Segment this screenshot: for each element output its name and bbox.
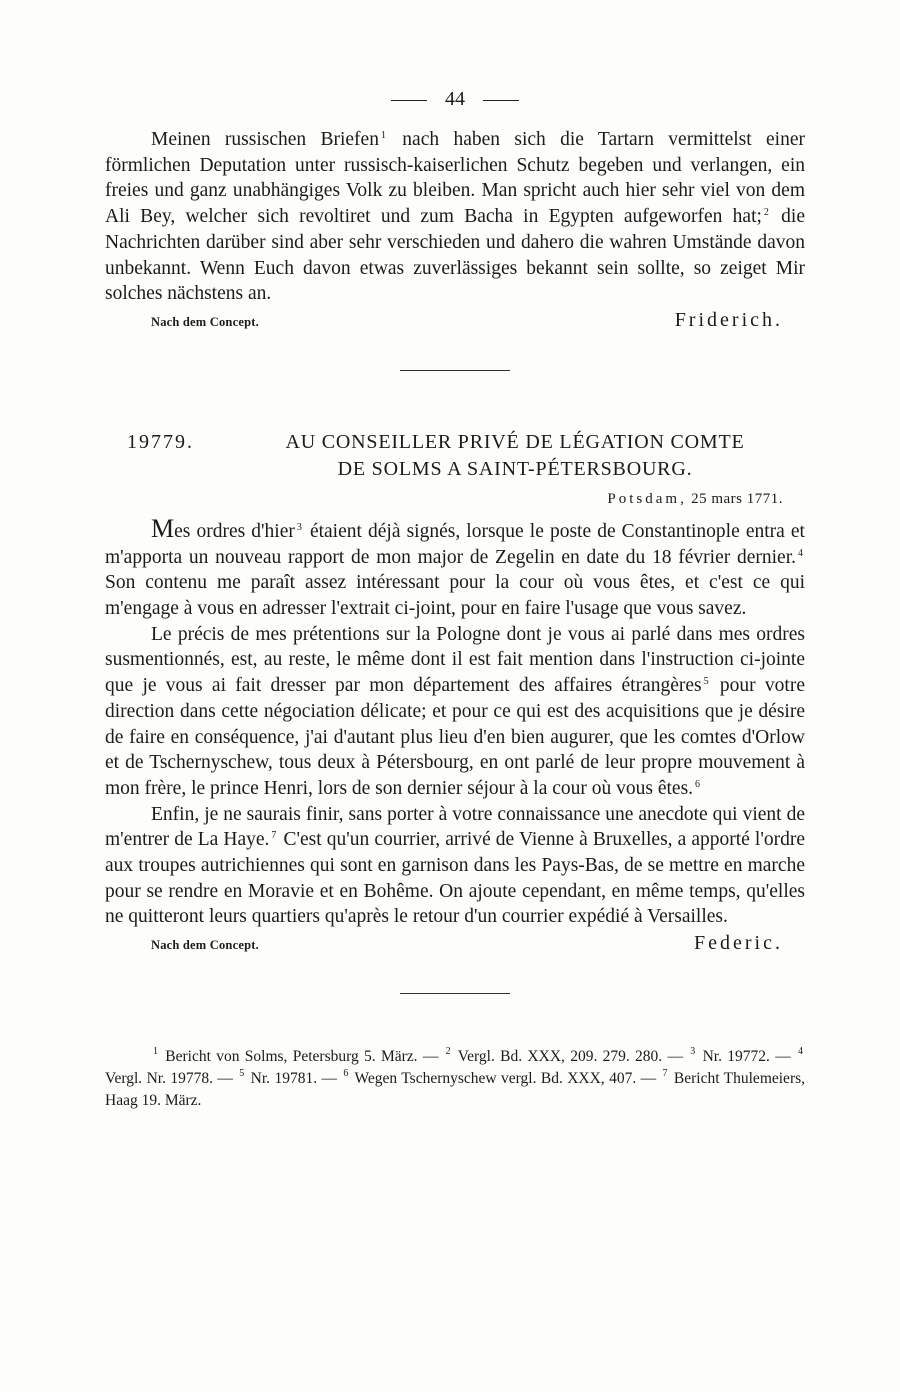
- footnote-marker: 5: [239, 1068, 245, 1080]
- page: [105, 88, 805, 1112]
- letter-paragraph: [105, 127, 805, 307]
- footnote-ref: 2: [763, 207, 769, 219]
- footnote-run: Bericht von Solms, Petersburg 5. März. —: [160, 1048, 444, 1066]
- footnote-ref: 5: [703, 676, 709, 688]
- text-run: Le précis de mes prétentions sur la Pologne dont je vous ai parlé dans mes ordres susmentionnés, est, au reste, le même dont il est fait mention dans l'instruction ci-jointe que je vous ai fait dresser par mon département des affaires étrangères: [105, 623, 805, 697]
- page-header: [105, 88, 805, 111]
- place: Potsdam,: [607, 490, 687, 507]
- footnote-marker: 4: [798, 1046, 804, 1058]
- text-run: Meinen russischen Briefen: [151, 129, 379, 150]
- text-run: C'est qu'un courrier, arrivé de Vienne à Bruxelles, a apporté l'ordre aux troupes autrichiennes qui sont en garnison dans les Pays-Bas, de se mettre en marche pour se rendre en Moravie et en Bohême. On ajoute cependant, en même temps, qu'elles ne quitteront leurs quartiers qu'après le retour d'un courrier expédié à Versailles.: [105, 829, 805, 928]
- footnote-run: Bericht Thulemeiers, Haag 19. März.: [105, 1070, 806, 1110]
- document-heading: [105, 429, 805, 483]
- letter-paragraph: [105, 513, 805, 622]
- footnote-marker: 1: [153, 1046, 158, 1058]
- signature: Friderich.: [674, 308, 783, 331]
- document-number: 19779.: [127, 430, 194, 453]
- text-run: Son contenu me paraît assez intéressant pour la cour où vous êtes, et c'est ce qui m'engage à vous en adresser l'extrait ci-joint, pour en faire l'usage que vous savez.: [105, 572, 805, 620]
- date: 25 mars 1771.: [691, 490, 783, 507]
- text-run: Enfin, je ne saurais finir, sans porter à votre connaissance une anecdote qui vient de m'entrer de La Haye.: [105, 803, 805, 851]
- text-run: nach haben sich die Tartarn vermittelst einer förmlichen Deputation unter russisch-kaiserlichen Schutz begeben und verlangen, ein freies und ganz unabhängiges Volk zu bleiben. Man spricht auch hier sehr viel von dem Ali Bey, welcher sich revoltiret und zum Bacha in Egypten aufgeworfen hat;: [105, 129, 805, 228]
- letter-paragraph: [105, 802, 805, 931]
- text-run: die Nachrichten darüber sind aber sehr verschieden und dahero die wahren Umstände davon unbekannt. Wenn Euch davon etwas zuverlässiges bekannt sein sollte, so zeiget Mir solches nächstens an.: [105, 206, 805, 305]
- footnote-run: Wegen Tschernyschew vergl. Bd. XXX, 407. —: [350, 1070, 661, 1088]
- letter-closing: [105, 309, 805, 332]
- footnote-text: [105, 1046, 805, 1112]
- source-note: Nach dem Concept.: [151, 314, 259, 329]
- footnote-run: Nr. 19772. —: [697, 1048, 797, 1066]
- text-run: pour votre direction dans cette négociation délicate; et pour ce qui est des acquisitions que je désire de faire en conséquence, j'ai d'autant plus lieu d'en bien augurer, que les comtes d'Orlow et de Tschernyschew, tous deux à Pétersbourg, en ont parlé de leur propre mouvement à mon frère, le prince Henri, lors de son dernier séjour à la cour où vous êtes.: [105, 675, 805, 799]
- header-dash-left: [391, 100, 427, 101]
- title-line: DE SOLMS A SAINT-PÉTERSBOURG.: [337, 457, 693, 480]
- page-number: 44: [445, 88, 465, 110]
- initial-letter: M: [151, 513, 175, 543]
- footnote-ref: 6: [695, 778, 701, 790]
- text-run: étaient déjà signés, lorsque le poste de Constantinople entra et m'apporta un nouveau rapport de mon major de Zegelin en date du 18 février dernier.: [105, 520, 805, 568]
- footnote-ref: 4: [798, 547, 803, 559]
- text-run: es ordres d'hier: [174, 520, 295, 542]
- footnote-run: Vergl. Bd. XXX, 209. 279. 280. —: [452, 1048, 689, 1066]
- header-dash-right: [483, 100, 519, 101]
- document-title: [245, 429, 805, 483]
- footnote-run: Nr. 19781. —: [246, 1070, 342, 1088]
- footnote-marker: 2: [445, 1046, 451, 1058]
- footnote-marker: 7: [662, 1068, 668, 1080]
- footnotes: [105, 1046, 805, 1112]
- footnote-marker: 6: [343, 1068, 349, 1080]
- footnote-ref: 7: [271, 830, 277, 842]
- footnote-run: Vergl. Nr. 19778. —: [105, 1070, 238, 1088]
- title-line: AU CONSEILLER PRIVÉ DE LÉGATION COMTE: [285, 430, 745, 453]
- dateline: [105, 491, 783, 508]
- footnote-ref: 1: [380, 130, 386, 141]
- section-divider: [400, 370, 510, 371]
- footnote-divider: [400, 993, 510, 994]
- footnote-marker: 3: [690, 1046, 696, 1058]
- source-note: Nach dem Concept.: [151, 938, 259, 953]
- letter-paragraph: [105, 622, 805, 802]
- letter-closing: [105, 932, 805, 955]
- signature: Federic.: [694, 932, 783, 955]
- footnote-ref: 3: [296, 521, 302, 533]
